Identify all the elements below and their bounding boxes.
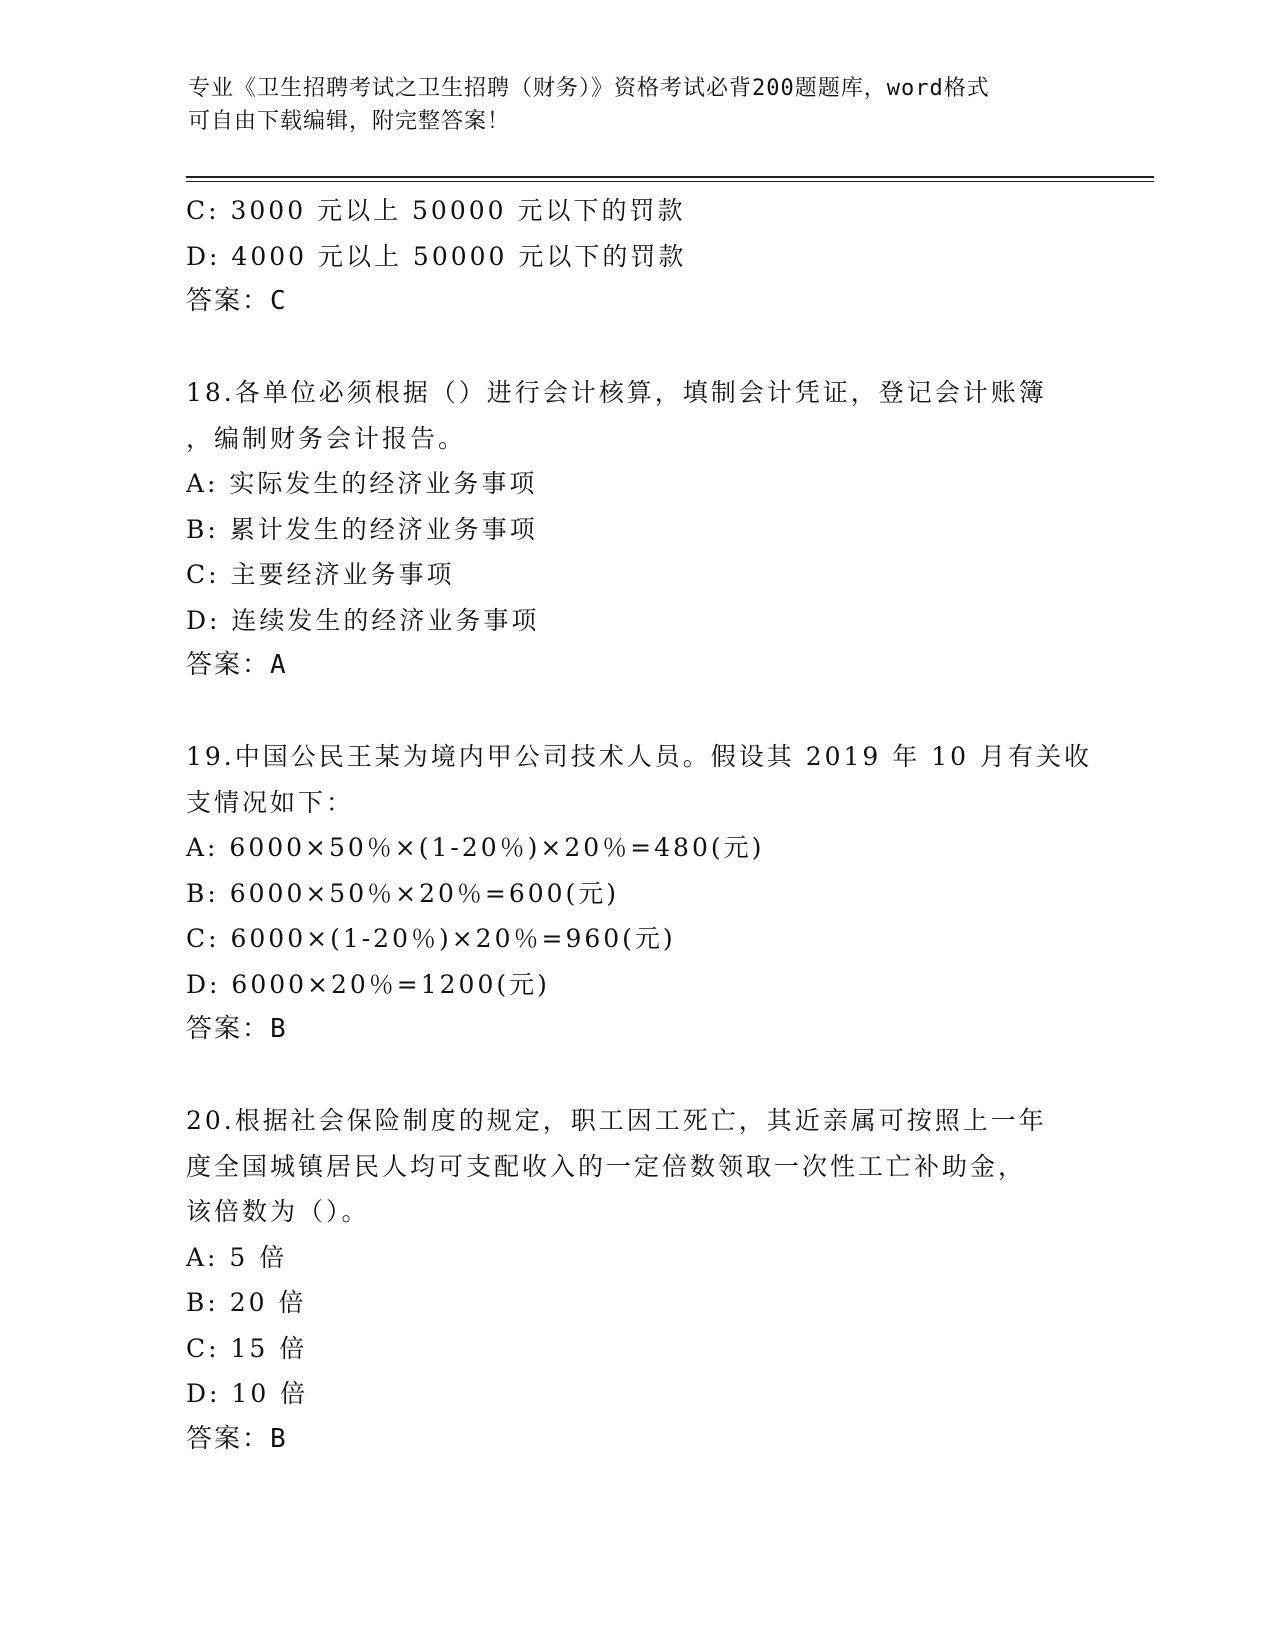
header-title-line-2: 可自由下载编辑，附完整答案！ <box>188 109 511 134</box>
spacer <box>186 1053 1086 1099</box>
question-17-tail <box>186 188 1086 325</box>
option-b: B: 累计发生的经济业务事项 <box>186 514 538 544</box>
question-stem-line: 该倍数为（）。 <box>186 1197 370 1226</box>
question-20 <box>186 1098 1086 1462</box>
option-c: C: 3000 元以上 50000 元以下的罚款 <box>186 196 686 225</box>
answer-line: 答案：B <box>186 1014 288 1044</box>
option-a: A: 6000×50％×(1-20％)×20％=480(元) <box>186 833 765 862</box>
question-stem-line: 18.各单位必须根据（）进行会计核算，填制会计凭证，登记会计账簿 <box>186 378 1047 407</box>
spacer <box>186 689 1086 735</box>
option-a: A: 实际发生的经济业务事项 <box>186 469 538 498</box>
document-body <box>186 188 1092 1462</box>
option-a: A: 5 倍 <box>186 1242 288 1272</box>
header-divider <box>186 176 1154 178</box>
question-stem-line: 支情况如下： <box>186 787 355 817</box>
question-stem-line: ，编制财务会计报告。 <box>186 423 467 453</box>
answer-line: 答案：A <box>186 650 288 680</box>
option-c: C: 15 倍 <box>186 1333 308 1363</box>
question-18 <box>186 370 1086 689</box>
option-b: B: 6000×50％×20％=600(元) <box>186 878 620 908</box>
header-title-line-1: 专业《卫生招聘考试之卫生招聘（财务）》资格考试必背200题题库，word格式 <box>188 76 990 101</box>
answer-line: 答案：C <box>186 286 288 316</box>
answer-line: 答案：B <box>186 1423 288 1454</box>
option-b: B: 20 倍 <box>186 1288 307 1317</box>
question-stem-line: 19.中国公民王某为境内甲公司技术人员。假设其 2019 年 10 月有关收 <box>186 742 1092 771</box>
option-d: D: 连续发生的经济业务事项 <box>186 605 540 635</box>
option-c: C: 6000×(1-20％)×20％=960(元) <box>186 924 676 953</box>
option-d: D: 6000×20％=1200(元) <box>186 969 550 999</box>
page-header <box>188 72 1068 138</box>
option-d: D: 4000 元以上 50000 元以下的罚款 <box>186 241 687 271</box>
option-c: C: 主要经济业务事项 <box>186 560 455 589</box>
question-19 <box>186 734 1092 1053</box>
header-divider-thin <box>186 181 1154 182</box>
question-stem-line: 20.根据社会保险制度的规定，职工因工死亡，其近亲属可按照上一年 <box>186 1106 1047 1135</box>
option-d: D: 10 倍 <box>186 1379 309 1408</box>
question-stem-line: 度全国城镇居民人均可支配收入的一定倍数领取一次性工亡补助金， <box>186 1151 1027 1181</box>
spacer <box>186 325 1086 371</box>
